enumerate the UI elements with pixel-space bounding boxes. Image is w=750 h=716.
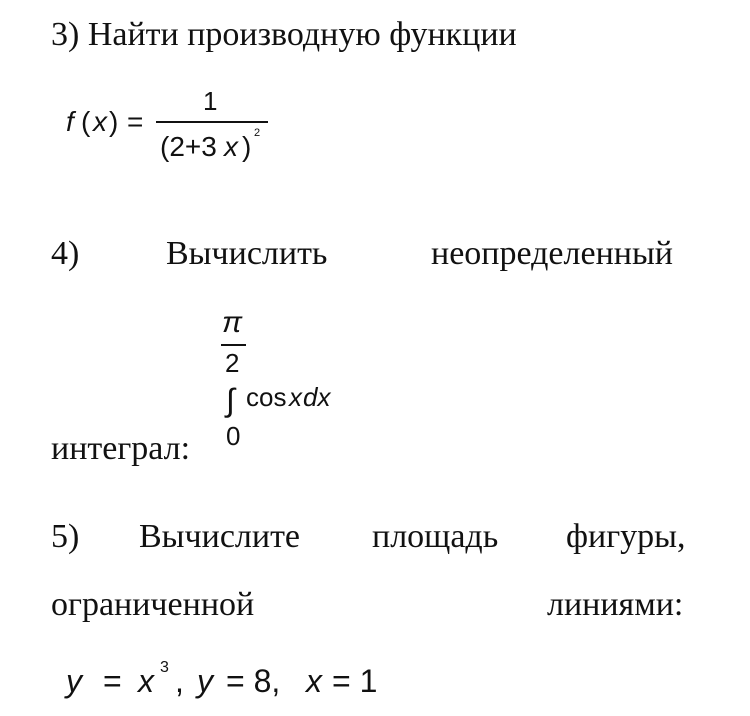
task5-number: 5)	[51, 518, 80, 555]
func-name: f	[66, 106, 74, 137]
task4-word-indefinite: неопределенный	[431, 235, 674, 272]
eq-x2: x	[306, 663, 322, 699]
fraction-numerator: 1	[203, 86, 218, 116]
integrand-x: x	[289, 382, 302, 412]
task5-word-area: площадь	[372, 518, 499, 555]
integral-sign: ∫	[226, 382, 235, 418]
func-arg: x	[93, 106, 107, 137]
eq-x1: x	[138, 663, 154, 699]
upper-limit-fraction-bar	[221, 344, 246, 346]
task3-label: 3) Найти производную функции	[51, 16, 517, 53]
lower-limit: 0	[226, 421, 241, 451]
integrand-dx: dx	[303, 382, 331, 412]
task4-number: 4)	[51, 235, 80, 272]
task5-word-bounded: ограниченной	[51, 586, 255, 623]
eq-equals-one: = 1	[332, 663, 378, 699]
task4-word-integral: интеграл:	[51, 430, 191, 467]
denominator-exponent: 2	[254, 127, 261, 139]
denominator-close: )	[242, 131, 252, 162]
fraction-bar	[156, 121, 268, 123]
integrand-cos: cos	[246, 382, 287, 412]
eq-exponent: 3	[160, 659, 169, 676]
denominator-x: x	[224, 131, 238, 162]
task5-word-compute: Вычислите	[139, 518, 301, 555]
task5-word-figure: фигуры,	[566, 518, 686, 555]
func-lparen: (	[81, 106, 91, 137]
eq-comma1: ,	[175, 663, 184, 699]
task4-word-calculate: Вычислить	[166, 235, 328, 272]
denominator-open: (2+3	[160, 131, 217, 162]
eq-y2: y	[197, 663, 213, 699]
eq-equals-eight: = 8,	[226, 663, 281, 699]
func-rparen: )	[109, 106, 119, 137]
eq-equals1: =	[103, 663, 122, 699]
upper-limit-pi: π	[222, 306, 243, 339]
equals-sign: =	[127, 106, 144, 137]
eq-y1: y	[66, 663, 82, 699]
upper-limit-denominator: 2	[225, 348, 240, 378]
task5-word-lines: линиями:	[547, 586, 684, 623]
